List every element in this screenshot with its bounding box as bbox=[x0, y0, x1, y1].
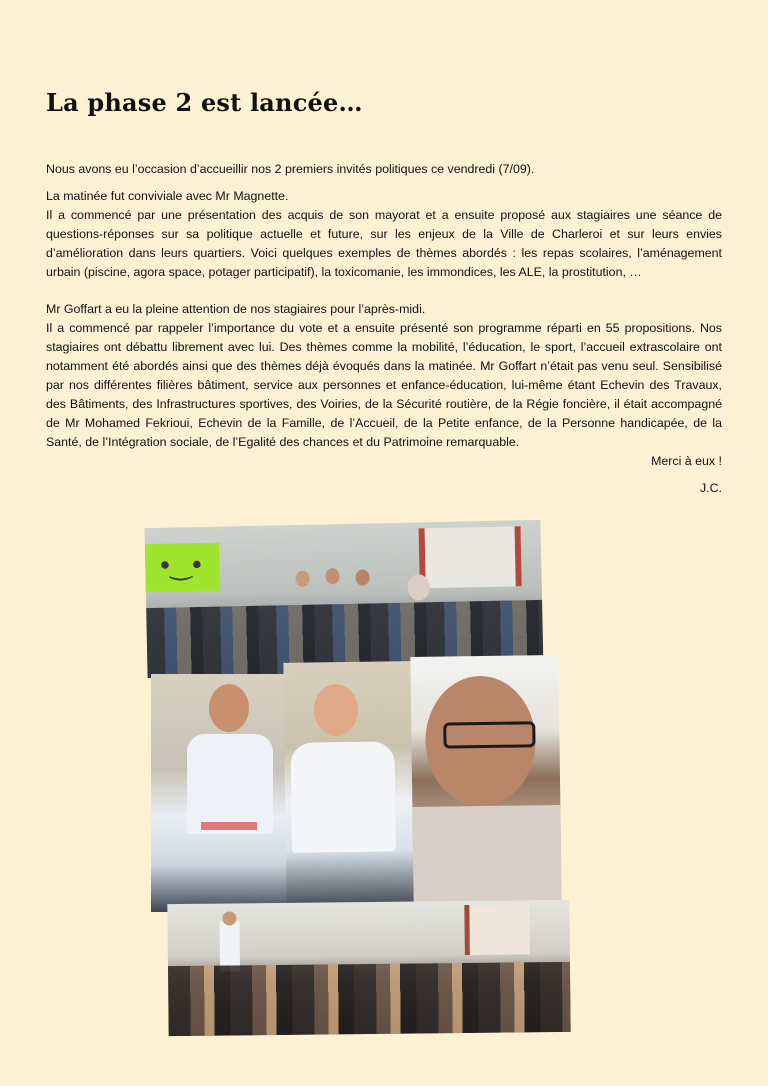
thanks-line: Merci à eux ! bbox=[651, 453, 722, 468]
morning-lead: La matinée fut conviviale avec Mr Magnette. bbox=[46, 188, 289, 203]
article-body bbox=[46, 160, 722, 498]
projection-screen: • ͜ • bbox=[145, 543, 220, 593]
morning-paragraph: Il a commencé par une présentation des acquis de son mayorat et a ensuite proposé aux stagiaires une séance de questions-réponses sur sa politique actuelle et future, sur les enjeux de la Ville de Charleroi et sur leurs envies d’amélioration dans leurs quartiers. Voici quelques exemples de thèmes abordés : les repas scolaires, l’aménagement urbain (piscine, agora space, potager participatif), la toxicomanie, les immondices, les ALE, la prostitution, … bbox=[46, 207, 722, 279]
signature: J.C. bbox=[699, 480, 722, 495]
afternoon-lead: Mr Goffart a eu la pleine attention de nos stagiaires pour l’après-midi. bbox=[46, 302, 426, 317]
window bbox=[419, 526, 522, 588]
photo-speaker-smiling bbox=[283, 661, 416, 905]
photo-group-session-morning bbox=[144, 520, 543, 678]
photo-group-session-afternoon bbox=[167, 900, 570, 1036]
photo-guest-portrait bbox=[410, 655, 561, 903]
photo-speaker-writing bbox=[151, 674, 287, 912]
audience bbox=[168, 962, 571, 1036]
intro-paragraph: Nous avons eu l’occasion d’accueillir nos 2 premiers invités politiques ce vendredi (7/09). bbox=[46, 162, 535, 176]
afternoon-paragraph: Il a commencé par rappeler l’importance du vote et a ensuite présenté son programme réparti en 55 propositions. Nos stagiaires ont débattu librement avec lui. Des thèmes comme la mobilité, l’éducation, le sport, l’accueil extrascolaire ont notamment été abordés ainsi que des thèmes déjà évoqués dans la matinée. Mr Goffart n’était pas venu seul. Sensibilisé par nos différentes filières bâtiment, service aux personnes et enfance-éducation, lui-même étant Echevin des Travaux, des Bâtiments, des Infrastructures sportives, des Voiries, de la Sécurité routière, de la Régie foncière, il était accompagné de Mr Mohamed Fekrioui, Echevin de la Famille, de l’Accueil, de la Petite enfance, de la Personne handicapée, de la Santé, de l’Intégration sociale, de l’Egalité des chances et du Patrimoine remarquable. bbox=[46, 321, 722, 449]
article-title: La phase 2 est lancée… bbox=[46, 88, 363, 117]
